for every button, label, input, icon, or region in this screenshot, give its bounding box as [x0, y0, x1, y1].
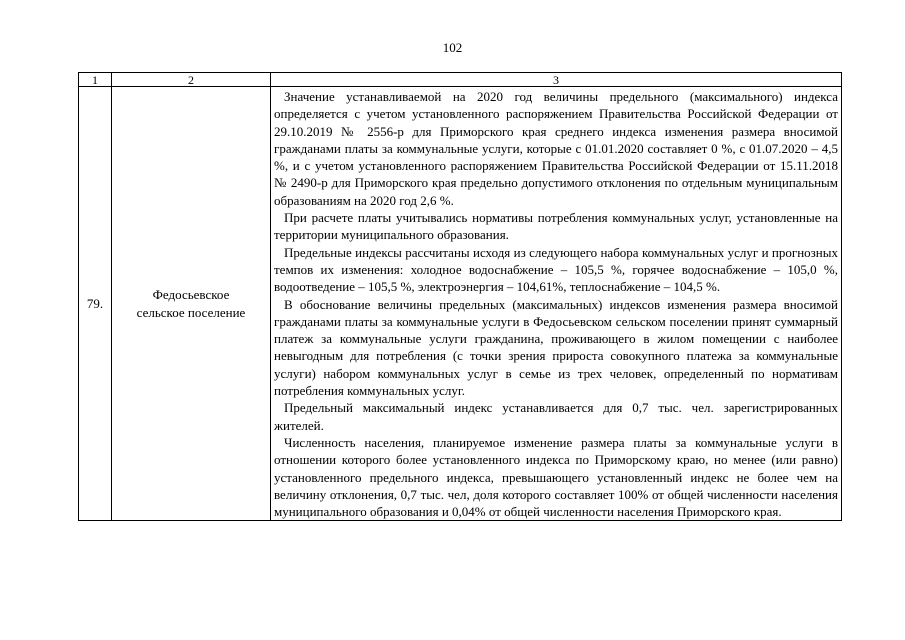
header-col-2: 2 — [112, 73, 271, 87]
paragraph-service-indexes: Предельные индексы рассчитаны исходя из следующего набора коммунальных услуг и прогнозных темпов их изменения: холодное водоснабжение – 105,5 %, горячее водоснабжение – 105,0 %, водоотведение – 105,5 %, электроэнергия – 104,61%, теплоснабжение – 104,5 %. — [274, 244, 838, 295]
description-cell — [271, 87, 842, 521]
paragraph-population: Численность населения, планируемое изменение размера платы за коммунальные услуги в отношении которого более установленного индекса по Приморскому краю, но менее (или равно) установленного предельного индекса, превышающего установленный индекс не более чем на величину отклонения, 0,7 тыс. чел, доля которого составляет 100% от общей численности населения муниципального образования и 0,04% от общей численности населения Приморского края. — [274, 434, 838, 520]
paragraph-justification: В обоснование величины предельных (максимальных) индексов изменения размера вносимой гражданами платы за коммунальные услуги в Федосьевском сельском поселении принят суммарный платеж за коммунальные услуги гражданина, проживающего в жилом помещении с наиболее невыгодным для потребления (с точки зрения прироста совокупного платежа за коммунальные услуги) набором коммунальных услуг в семье из трех человек, определенный по нормативам потребления коммунальных услуг. — [274, 296, 838, 399]
settlement-name-line-2: сельское поселение — [136, 304, 246, 320]
table-row — [79, 87, 842, 521]
header-col-1: 1 — [79, 73, 112, 87]
paragraph-norms: При расчете платы учитывались нормативы потребления коммунальных услуг, установленные на территории муниципального образования. — [274, 210, 838, 243]
paragraph-max-index: Предельный максимальный индекс устанавливается для 0,7 тыс. чел. зарегистрированных жителей. — [274, 400, 838, 433]
header-col-3: 3 — [271, 73, 842, 87]
row-number: 79. — [79, 87, 112, 521]
table-header-row — [79, 73, 842, 87]
document-table — [78, 72, 842, 521]
paragraph-index-basis: Значение устанавливаемой на 2020 год величины предельного (максимального) индекса определяется с учетом установленного распоряжением Правительства Российской Федерации от 29.10.2019 № 2556-р для Приморского края среднего индекса изменения размера вносимой гражданами платы за коммунальные услуги, которые с 01.01.2020 составляет 0 %, с 01.07.2020 – 4,5 %, и с учетом установленного распоряжением Правительства Российской Федерации от 15.11.2018 № 2490-р для Приморского края предельно допустимого отклонения по отдельным муниципальным образованиям на 2020 год 2,6 %. — [274, 89, 838, 208]
settlement-name-line-1: Федосьевское — [152, 286, 230, 302]
page-number: 102 — [442, 40, 463, 55]
settlement-name — [112, 87, 271, 521]
